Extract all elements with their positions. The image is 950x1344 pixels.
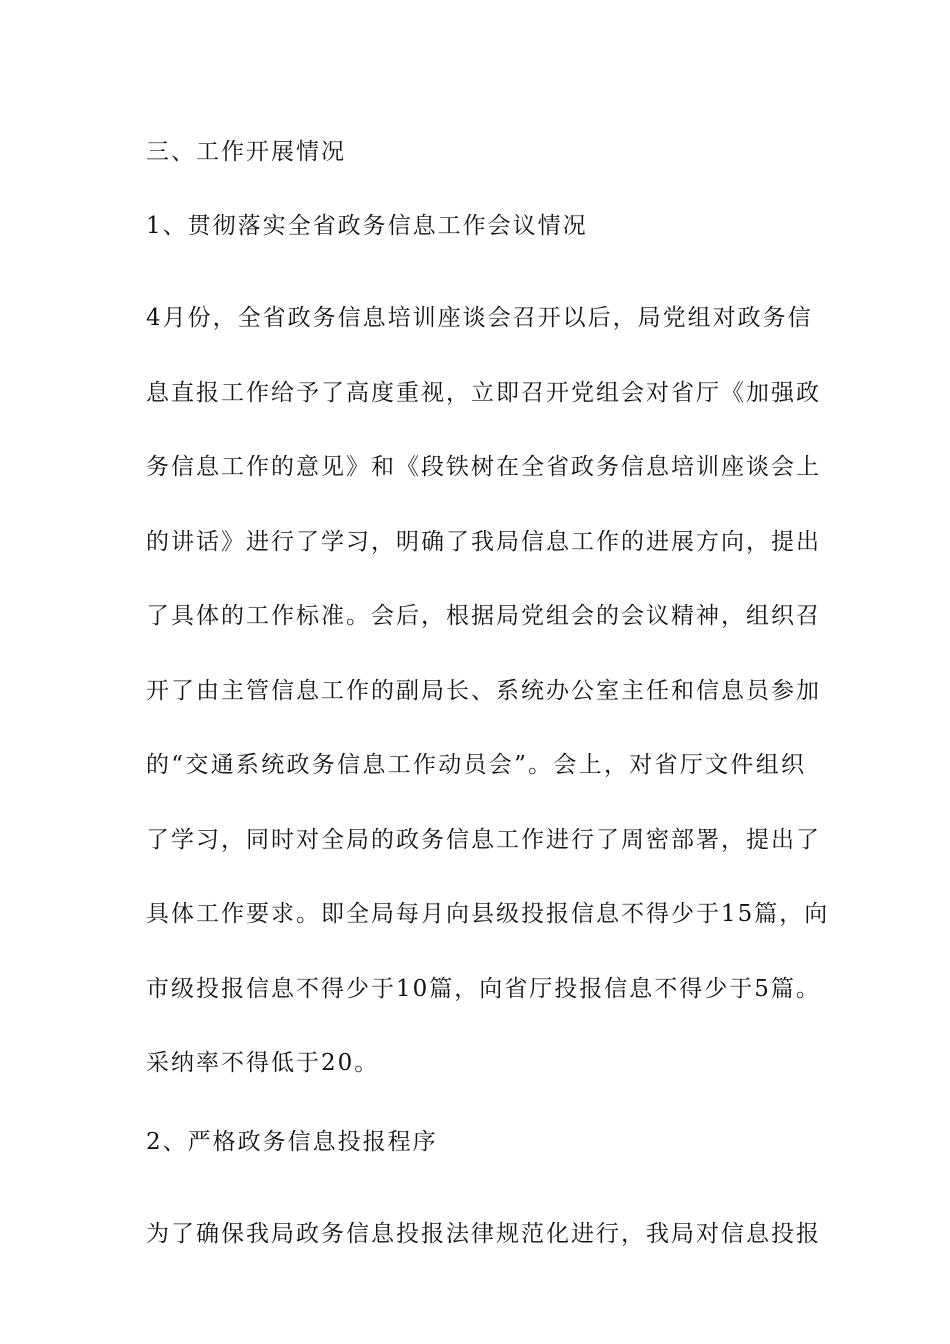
paragraph-line: 市级投报信息不得少于10篇，向省厅投报信息不得少于5篇。 xyxy=(146,975,821,1002)
paragraph-line: 开了由主管信息工作的副局长、系统办公室主任和信息员参加 xyxy=(146,677,821,704)
paragraph-line: 务信息工作的意见》和《段铁树在全省政务信息培训座谈会上 xyxy=(146,454,821,480)
paragraph-line: 息直报工作给予了高度重视，立即召开党组会对省厅《加强政 xyxy=(146,379,821,406)
subsection-2-heading: 2、严格政务信息投报程序 xyxy=(146,1128,438,1155)
paragraph-line: 的“交通系统政务信息工作动员会”。会上，对省厅文件组织 xyxy=(146,752,806,778)
subsection-1-paragraph xyxy=(146,281,830,1101)
paragraph-line: 了学习，同时对全局的政务信息工作进行了周密部署，提出了 xyxy=(146,826,821,853)
paragraph-line: 采纳率不得低于20。 xyxy=(146,1050,380,1076)
document-body xyxy=(146,133,830,1271)
paragraph-line: 具体工作要求。即全局每月向县级投报信息不得少于15篇，向 xyxy=(146,901,830,927)
paragraph-line: 4月份，全省政务信息培训座谈会召开以后，局党组对政务信 xyxy=(146,305,813,331)
section-heading: 三、工作开展情况 xyxy=(146,139,346,165)
paragraph-line: 的讲话》进行了学习，明确了我局信息工作的进展方向，提出 xyxy=(146,528,821,555)
subsection-1-heading: 1、贯彻落实全省政务信息工作会议情况 xyxy=(146,213,588,239)
subsection-2-paragraph xyxy=(146,1197,821,1272)
paragraph-line: 为了确保我局政务信息投报法律规范化进行，我局对信息投报 xyxy=(146,1220,821,1247)
paragraph-line: 了具体的工作标准。会后，根据局党组会的会议精神，组织召 xyxy=(146,603,821,629)
